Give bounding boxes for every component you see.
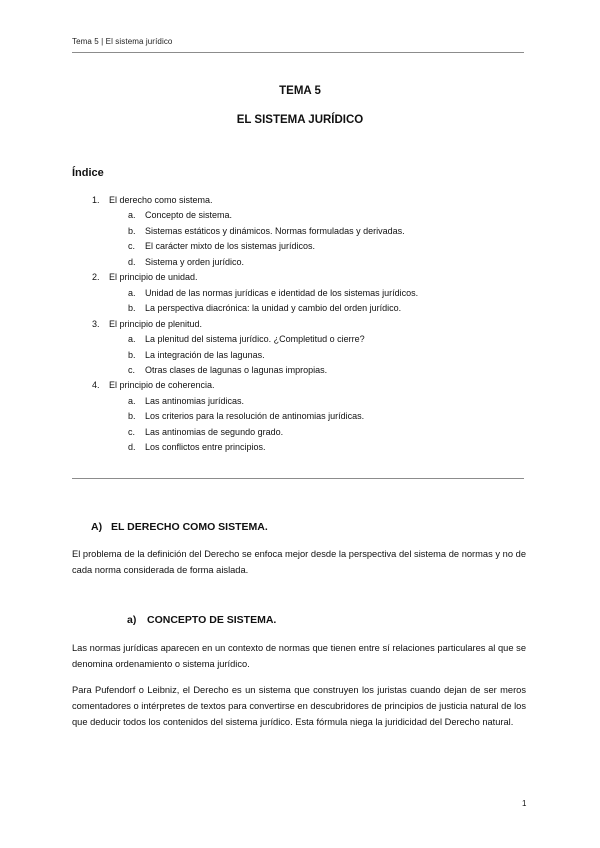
toc-subitem-letter: c. [128,364,136,375]
toc-item-label: El principio de plenitud. [109,318,203,329]
subsection-heading-a [127,614,276,626]
toc-item-number: 1. [92,195,100,205]
toc-subitem-label: Sistema y orden jurídico. [145,256,245,267]
toc-subitem-label: Las antinomias jurídicas. [145,395,245,406]
page-number: 1 [522,799,527,808]
toc-subitem-letter: a. [128,395,136,406]
toc-item-number: 2. [92,272,100,283]
toc-item-number: 3. [92,318,100,329]
paragraph-text: Las normas jurídicas aparecen en un contexto de normas que tienen entre sí relaciones particulares al que se denomina ordenamiento o sistema jurídico. [72,643,526,669]
paragraph-text: Para Pufendorf o Leibniz, el Derecho es un sistema que construyen los juristas cuando dejan de ser meros comentadores o intérpretes de textos para convertirse en descubridores de principios de justicia natural de los que deducir todos los contenidos del sistema jurídico. Esta fórmula niega la juridicidad del Derecho natural. [72,685,526,727]
toc-subitem-label: Los conflictos entre principios. [145,442,266,453]
section-divider [72,478,524,479]
concept-paragraph-1 [72,640,526,672]
chapter-title: EL SISTEMA JURÍDICO [236,114,364,126]
toc-subitem-letter: b. [128,349,136,360]
toc-subitem-letter: b. [128,303,136,314]
toc-subitem-letter: c. [128,241,136,252]
index-heading: Índice [72,167,104,179]
toc-subitem-label: Otras clases de lagunas o lagunas impropias. [145,364,328,375]
toc-subitem-letter: a. [128,334,136,345]
toc-subitem-letter: c. [128,426,136,437]
toc-subitem-label: El carácter mixto de los sistemas jurídicos. [145,241,316,252]
chapter-number: TEMA 5 [279,85,321,97]
toc-subitem-label: Sistemas estáticos y dinámicos. Normas formuladas y derivadas. [145,225,405,236]
toc-subitem-letter: a. [128,287,136,298]
toc-subitem-letter: b. [128,411,136,422]
section-intro-paragraph [72,546,526,578]
toc-subitem-label: Las antinomias de segundo grado. [145,426,284,437]
subsection-title: CONCEPTO DE SISTEMA. [147,614,277,626]
toc-subitem-letter: d. [128,442,136,453]
toc-item-label: El derecho como sistema. [109,195,213,205]
paragraph-text: El problema de la definición del Derecho se enfoca mejor desde la perspectiva del sistema de normas y no de cada norma considerada de forma aislada. [72,549,526,575]
toc-subitem-letter: b. [128,225,136,236]
toc-subitem-letter: d. [128,256,136,267]
toc-subitem-label: Unidad de las normas jurídicas e identidad de los sistemas jurídicos. [145,287,419,298]
toc-subitem-label: Los criterios para la resolución de antinomias jurídicas. [145,411,365,422]
toc-subitem-label: La perspectiva diacrónica: la unidad y cambio del orden jurídico. [145,303,402,314]
toc-subitem-label: La integración de las lagunas. [145,349,265,360]
section-marker: A) [91,521,103,533]
running-header: Tema 5 | El sistema jurídico [72,37,173,46]
toc-subitem-label: Concepto de sistema. [145,210,233,221]
toc-item-number: 4. [92,380,100,391]
toc-item-label: El principio de coherencia. [109,380,215,391]
subsection-marker: a) [127,614,137,626]
concept-paragraph-2 [72,682,526,730]
toc-subitem-letter: a. [128,210,136,221]
toc-item-label: El principio de unidad. [109,272,198,283]
section-title: EL DERECHO COMO SISTEMA. [111,521,268,533]
section-heading-a [91,521,268,533]
header-divider [72,52,524,53]
toc-subitem-label: La plenitud del sistema jurídico. ¿Completitud o cierre? [145,334,365,345]
